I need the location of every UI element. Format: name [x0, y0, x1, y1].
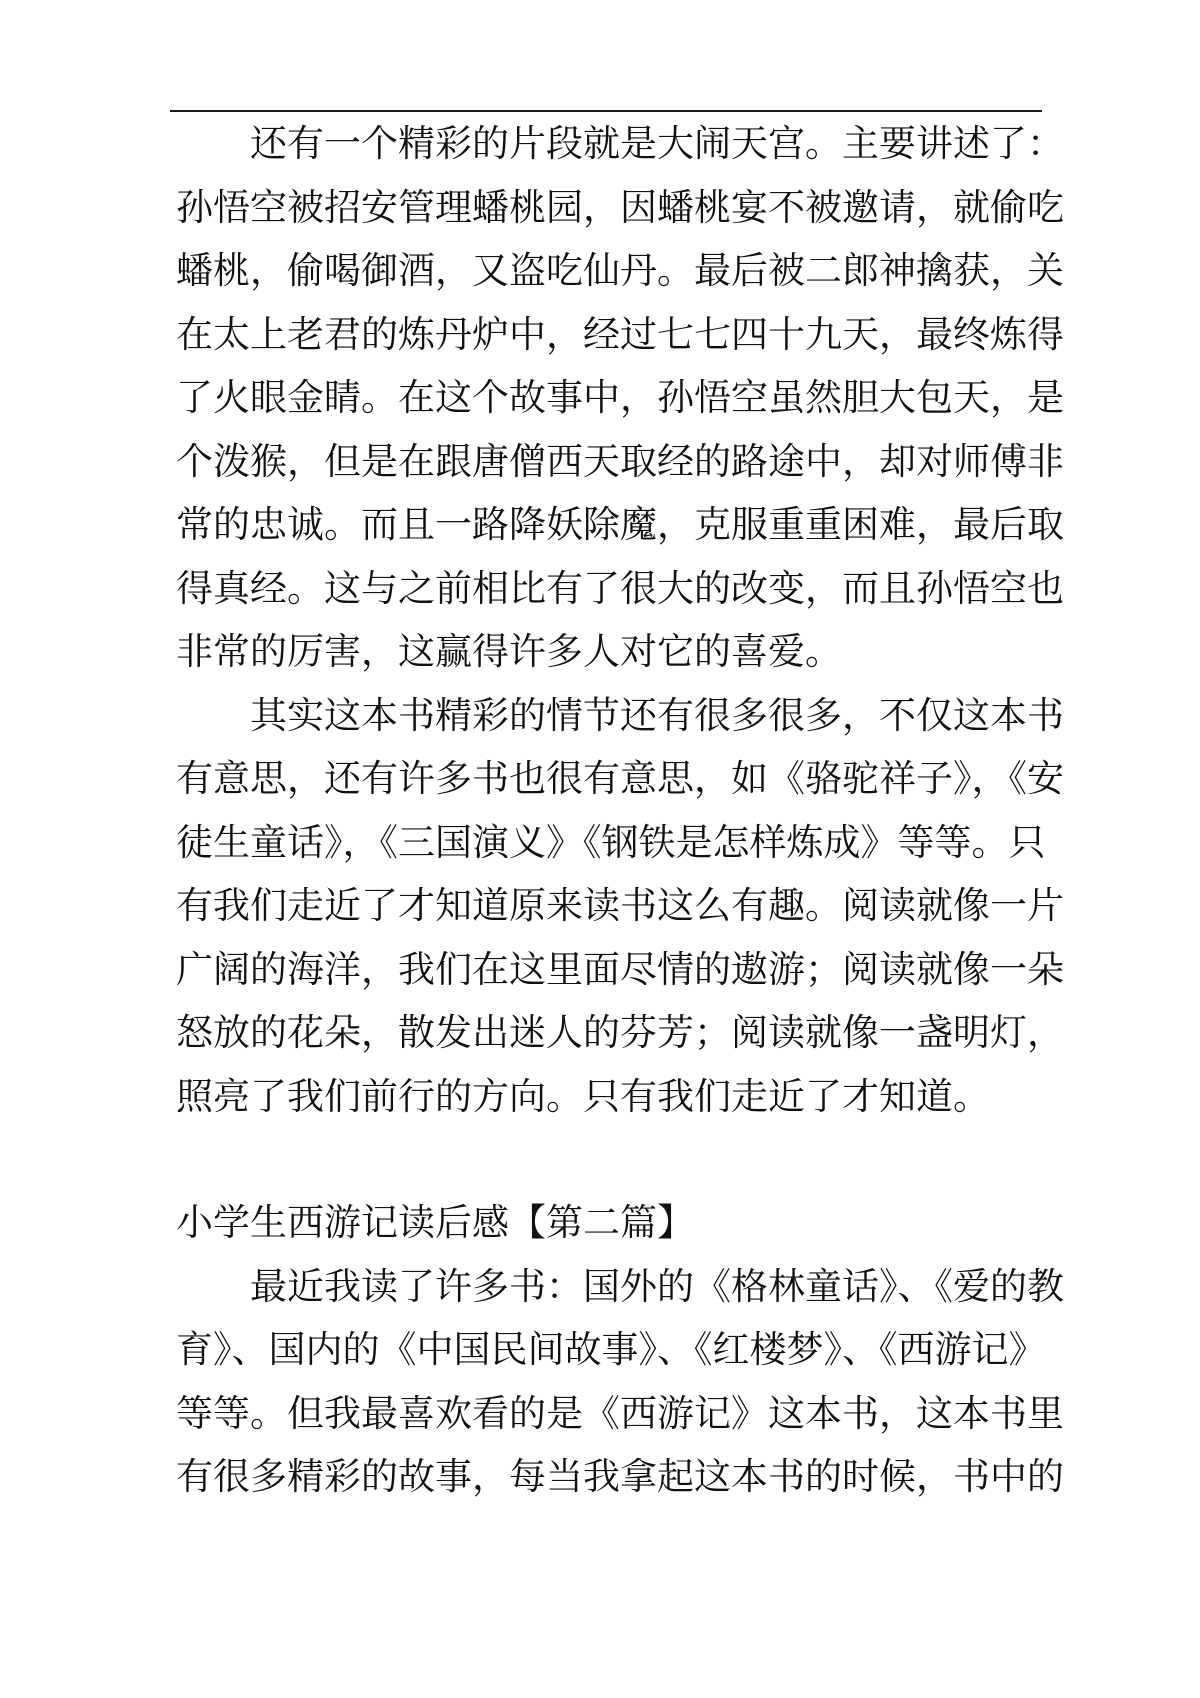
- paragraph-1-line-8: 得真经。这与之前相比有了很大的改变，而且孙悟空也: [176, 567, 1064, 610]
- paragraph-1-line-9: 非常的厉害，这赢得许多人对它的喜爱。: [176, 630, 842, 673]
- paragraph-2-line-2: 有意思，还有许多书也很有意思，如《骆驼祥子》，《安: [176, 757, 1064, 800]
- paragraph-2-line-5: 广阔的海洋，我们在这里面尽情的遨游；阅读就像一朵: [176, 948, 1064, 991]
- paragraph-3-line-3: 等等。但我最喜欢看的是《西游记》这本书，这本书里: [176, 1392, 1064, 1435]
- paragraph-3-line-2: 育》、国内的《中国民间故事》、《红楼梦》、《西游记》: [176, 1328, 1046, 1371]
- paragraph-1-line-2: 孙悟空被招安管理蟠桃园，因蟠桃宴不被邀请，就偷吃: [176, 186, 1064, 229]
- paragraph-1-line-4: 在太上老君的炼丹炉中，经过七七四十九天，最终炼得: [176, 313, 1064, 356]
- paragraph-3-line-4: 有很多精彩的故事，每当我拿起这本书的时候，书中的: [176, 1455, 1064, 1498]
- section-heading: 小学生西游记读后感【第二篇】: [176, 1201, 694, 1244]
- paragraph-1-line-1: 还有一个精彩的片段就是大闹天宫。主要讲述了：: [250, 122, 1064, 165]
- paragraph-2-line-4: 有我们走近了才知道原来读书这么有趣。阅读就像一片: [176, 884, 1064, 927]
- paragraph-2-line-6: 怒放的花朵，散发出迷人的芬芳；阅读就像一盏明灯，: [176, 1011, 1064, 1054]
- paragraph-2-line-7: 照亮了我们前行的方向。只有我们走近了才知道。: [176, 1075, 990, 1118]
- paragraph-2-line-3: 徒生童话》，《三国演义》《钢铁是怎样炼成》等等。只: [176, 821, 1046, 864]
- paragraph-2-line-1: 其实这本书精彩的情节还有很多很多，不仅这本书: [250, 694, 1064, 737]
- header-rule: [170, 110, 1042, 112]
- paragraph-1-line-3: 蟠桃，偷喝御酒，又盗吃仙丹。最后被二郎神擒获，关: [176, 249, 1064, 292]
- paragraph-3-line-1: 最近我读了许多书：国外的《格林童话》、《爱的教: [250, 1265, 1064, 1308]
- paragraph-1-line-5: 了火眼金睛。在这个故事中，孙悟空虽然胆大包天，是: [176, 376, 1064, 419]
- paragraph-1-line-6: 个泼猴，但是在跟唐僧西天取经的路途中，却对师傅非: [176, 440, 1064, 483]
- paragraph-1-line-7: 常的忠诚。而且一路降妖除魔，克服重重困难，最后取: [176, 503, 1064, 546]
